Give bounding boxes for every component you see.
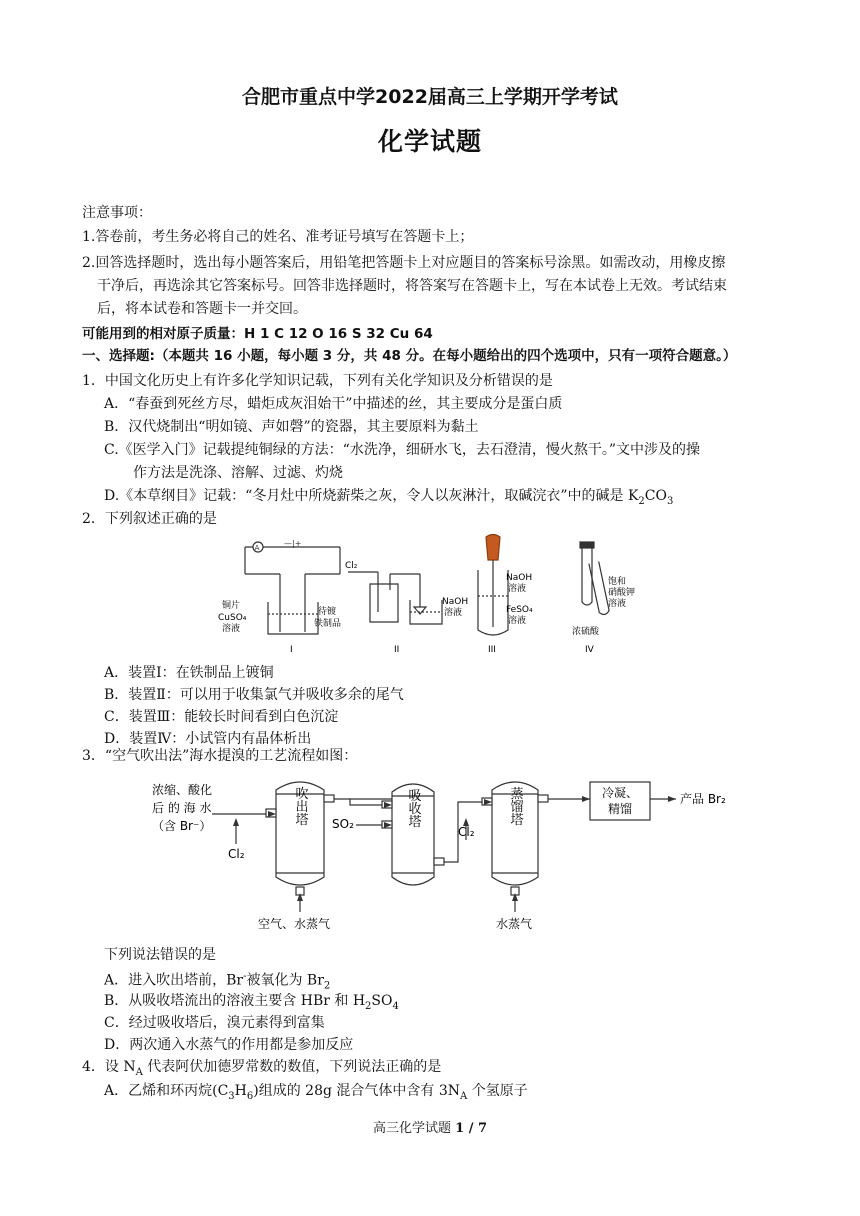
device-1-label-solution: 溶液 (222, 624, 241, 634)
device-4 (580, 542, 610, 615)
notice-item-2-cont2: 后，将本试卷和答题卡一并交回。 (97, 301, 307, 317)
device-1-label-copper: 铜片 (222, 601, 241, 611)
device-3-number: III (488, 645, 496, 655)
q1-option-d: D.《本草纲目》记载：“冬月灶中所烧薪柴之灰，令人以灰淋汁，取碱浣衣”中的碱是 $K_2CO_3$ (104, 488, 674, 507)
cl2-label-2: Cl₂ (458, 825, 475, 839)
q1-option-a: A．“春蚕到死丝方尽，蜡炬成灰泪始干”中描述的丝，其主要成分是蛋白质 (104, 396, 563, 412)
device-4-label-saturated: 饱和 (608, 577, 627, 587)
device-2 (348, 572, 442, 624)
device-1-label-cuso4: CuSO₄ (218, 613, 247, 623)
condense-label: 冷凝、 (601, 786, 639, 800)
page-number: 1 / 7 (455, 1121, 488, 1136)
question-1-stem: 1．中国文化历史上有许多化学知识记载，下列有关化学知识及分析错误的是 (82, 373, 553, 389)
device-2-naoh: NaOH (442, 597, 469, 607)
device-4-label-kno3: 硝酸钾 (608, 588, 636, 598)
so2-label: SO₂ (332, 817, 354, 831)
device-4-number: IV (585, 645, 594, 655)
device-2-number: II (394, 645, 400, 655)
feed-label-3: （含 Br⁻） (152, 819, 212, 833)
device-2-gas: Cl₂ (345, 561, 358, 571)
device-1-number: I (290, 645, 293, 655)
question-2-stem: 2．下列叙述正确的是 (82, 511, 217, 527)
device-1-label-plate: 待镀 (318, 607, 337, 617)
feed-label-2: 后 的 海 水 (152, 801, 212, 815)
q2-option-c: C．装置Ⅲ：能较长时间看到白色沉淀 (104, 709, 339, 725)
product-label: 产品 Br₂ (680, 792, 726, 806)
tower-distill: 蒸馏塔 (507, 786, 523, 826)
cl2-label-1: Cl₂ (228, 847, 245, 861)
q3-intro: 下列说法错误的是 (104, 947, 216, 963)
device-3-feso4-solution: 溶液 (508, 616, 527, 626)
svg-text:—|+: —|+ (284, 539, 302, 548)
question-4-stem: 4．设 $N_A$ 代表阿伏加德罗常数的数值，下列说法正确的是 (82, 1059, 442, 1078)
air-steam-label: 空气、水蒸气 (258, 917, 331, 931)
device-4-label-h2so4: 浓硫酸 (572, 627, 600, 637)
device-3-naoh-solution: 溶液 (508, 584, 527, 594)
tower-absorber: 吸收塔 (405, 788, 421, 828)
svg-text:A: A (254, 544, 260, 552)
device-1-label-iron: 铁制品 (314, 619, 342, 629)
apparatus-figure (210, 532, 650, 660)
q4-option-a: A．乙烯和环丙烷$(C_3H_6)$组成的 28g 混合气体中含有 $3N_A$ 个氢原子 (104, 1083, 528, 1102)
q3-option-d: D．两次通入水蒸气的作用都是参加反应 (104, 1037, 354, 1053)
q3-option-b: B．从吸收塔流出的溶液主要含 HBr 和 $H_2SO_4$ (104, 993, 399, 1012)
exam-title: 合肥市重点中学2022届高三上学期开学考试 (242, 86, 618, 108)
notice-item-2: 2.回答选择题时，选出每小题答案后，用铅笔把答题卡上对应题目的答案标号涂黑。如需改动，用橡皮擦 (82, 255, 726, 271)
notice-item-1: 1.答卷前，考生务必将自己的姓名、准考证号填写在答题卡上； (82, 229, 474, 245)
feed-label-1: 浓缩、酸化 (152, 783, 213, 797)
q3-option-a: A．进入吹出塔前，Br-被氧化为 $Br_2$ (104, 971, 331, 992)
atomic-masses: 可能用到的相对原子质量：H 1 C 12 O 16 S 32 Cu 64 (82, 326, 433, 342)
device-3-feso4: FeSO₄ (506, 605, 533, 615)
flow-diagram (140, 772, 726, 934)
q2-option-d: D．装置Ⅳ：小试管内有晶体析出 (104, 731, 312, 747)
device-3 (478, 535, 508, 636)
notice-heading: 注意事项： (82, 205, 152, 221)
q2-option-a: A．装置Ⅰ：在铁制品上镀铜 (104, 665, 274, 681)
section-heading: 一、选择题:（本题共 16 小题，每小题 3 分，共 48 分。在每小题给出的四个选项中，只有一项符合题意。） (82, 348, 737, 364)
rectify-label: 精馏 (607, 802, 633, 816)
q2-option-b: B．装置Ⅱ：可以用于收集氯气并吸收多余的尾气 (104, 687, 404, 703)
q3-option-c: C．经过吸收塔后，溴元素得到富集 (104, 1015, 325, 1031)
q1-option-c-cont: 作方法是洗涤、溶解、过滤、灼烧 (133, 465, 343, 481)
q1-option-c: C.《医学入门》记载提纯铜绿的方法：“水洗净，细研水飞，去石澄清，慢火熬干。”文中涉及的操 (104, 442, 700, 458)
device-2-solution: 溶液 (444, 608, 463, 618)
exam-subject: 化学试题 (377, 127, 482, 156)
page-footer: 高三化学试题 1 / 7 (372, 1121, 488, 1136)
device-3-naoh: NaOH (506, 573, 533, 583)
q1-option-b: B．汉代烧制出“明如镜、声如磬”的瓷器，其主要原料为黏土 (104, 419, 479, 435)
device-4-label-solution: 溶液 (608, 599, 627, 609)
steam-label: 水蒸气 (496, 917, 533, 931)
tower-blowout: 吹出塔 (292, 786, 308, 826)
notice-item-2-cont: 干净后，再选涂其它答案标号。回答非选择题时，将答案写在答题卡上，写在本试卷上无效。考试结束 (97, 278, 727, 294)
question-3-stem: 3．“空气吹出法”海水提溴的工艺流程如图： (82, 748, 358, 764)
